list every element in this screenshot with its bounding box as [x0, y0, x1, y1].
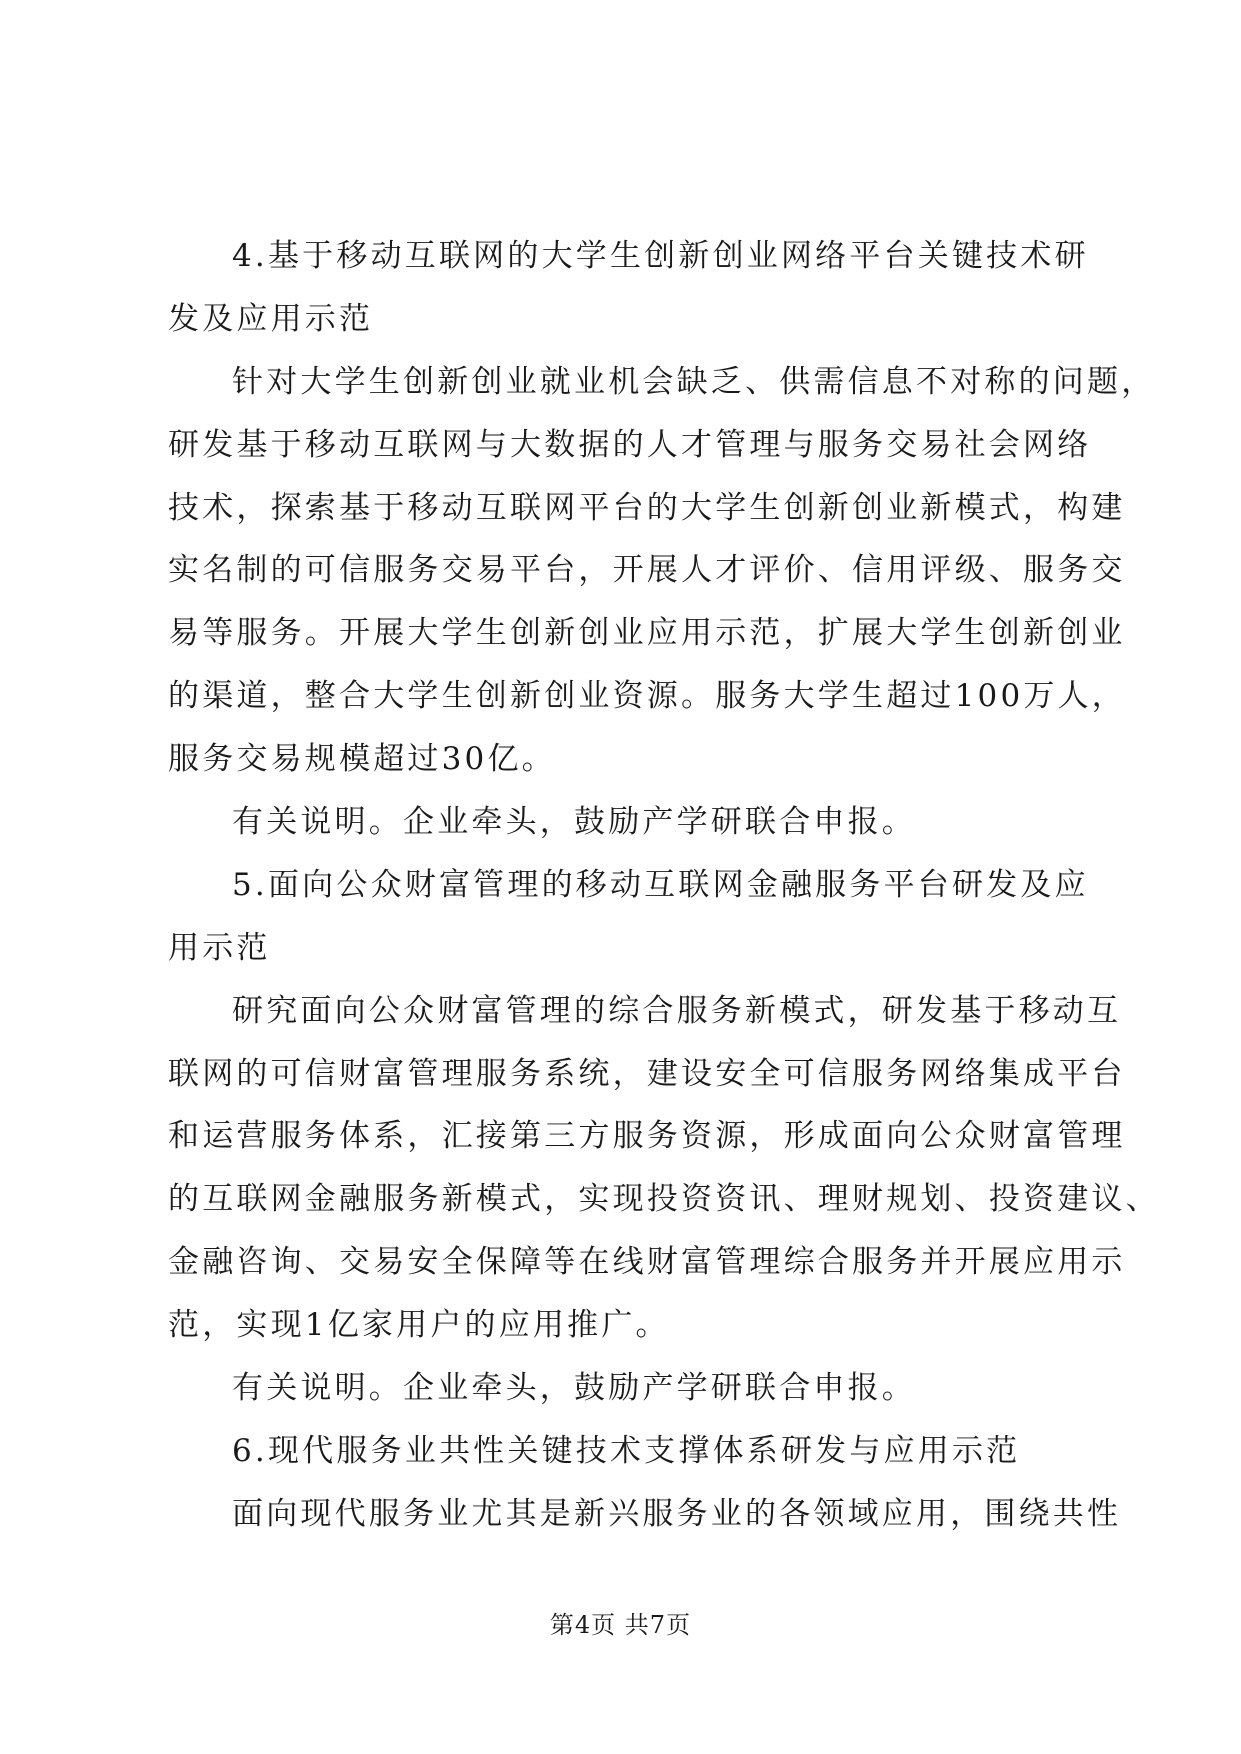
note-line: 有关说明。企业牵头，鼓励产学研联合申报。: [232, 1370, 916, 1407]
paragraph-line: 研发基于移动互联网与大数据的人才管理与服务交易社会网络: [168, 426, 1092, 463]
heading-item-4-line-1: 4.基于移动互联网的大学生创新创业网络平台关键技术研: [232, 238, 1089, 274]
page-footer: 第4页 共7页: [549, 1611, 692, 1639]
paragraph-line: 的互联网金融服务新模式，实现投资资讯、理财规划、投资建议、: [168, 1181, 1160, 1218]
paragraph-line: 金融咨询、交易安全保障等在线财富管理综合服务并开展应用示: [168, 1244, 1126, 1281]
heading-item-5-line-1: 5.面向公众财富管理的移动互联网金融服务平台研发及应: [232, 866, 1089, 903]
paragraph-line: 研究面向公众财富管理的综合服务新模式，研发基于移动互: [232, 992, 1122, 1029]
heading-item-4-line-2: 发及应用示范: [168, 300, 374, 337]
paragraph-line: 面向现代服务业尤其是新兴服务业的各领域应用，围绕共性: [232, 1495, 1122, 1532]
paragraph-line: 的渠道，整合大学生创新创业资源。服务大学生超过100万人，: [168, 678, 1126, 715]
paragraph-line: 易等服务。开展大学生创新创业应用示范，扩展大学生创新创业: [168, 615, 1126, 652]
heading-item-5-line-2: 用示范: [168, 929, 271, 966]
note-line: 有关说明。企业牵头，鼓励产学研联合申报。: [232, 804, 916, 841]
paragraph-line: 服务交易规模超过30亿。: [168, 741, 556, 778]
paragraph-line: 针对大学生创新创业就业机会缺乏、供需信息不对称的问题，: [232, 363, 1156, 400]
paragraph-line: 范，实现1亿家用户的应用推广。: [168, 1307, 670, 1344]
paragraph-line: 实名制的可信服务交易平台，开展人才评价、信用评级、服务交: [168, 552, 1126, 589]
paragraph-line: 和运营服务体系，汇接第三方服务资源，形成面向公众财富管理: [168, 1118, 1126, 1155]
paragraph-line: 技术，探索基于移动互联网平台的大学生创新创业新模式，构建: [168, 489, 1126, 526]
heading-item-6: 6.现代服务业共性关键技术支撑体系研发与应用示范: [232, 1432, 1021, 1469]
document-body: [168, 225, 1160, 1546]
paragraph-line: 联网的可信财富管理服务系统，建设安全可信服务网络集成平台: [168, 1055, 1126, 1092]
